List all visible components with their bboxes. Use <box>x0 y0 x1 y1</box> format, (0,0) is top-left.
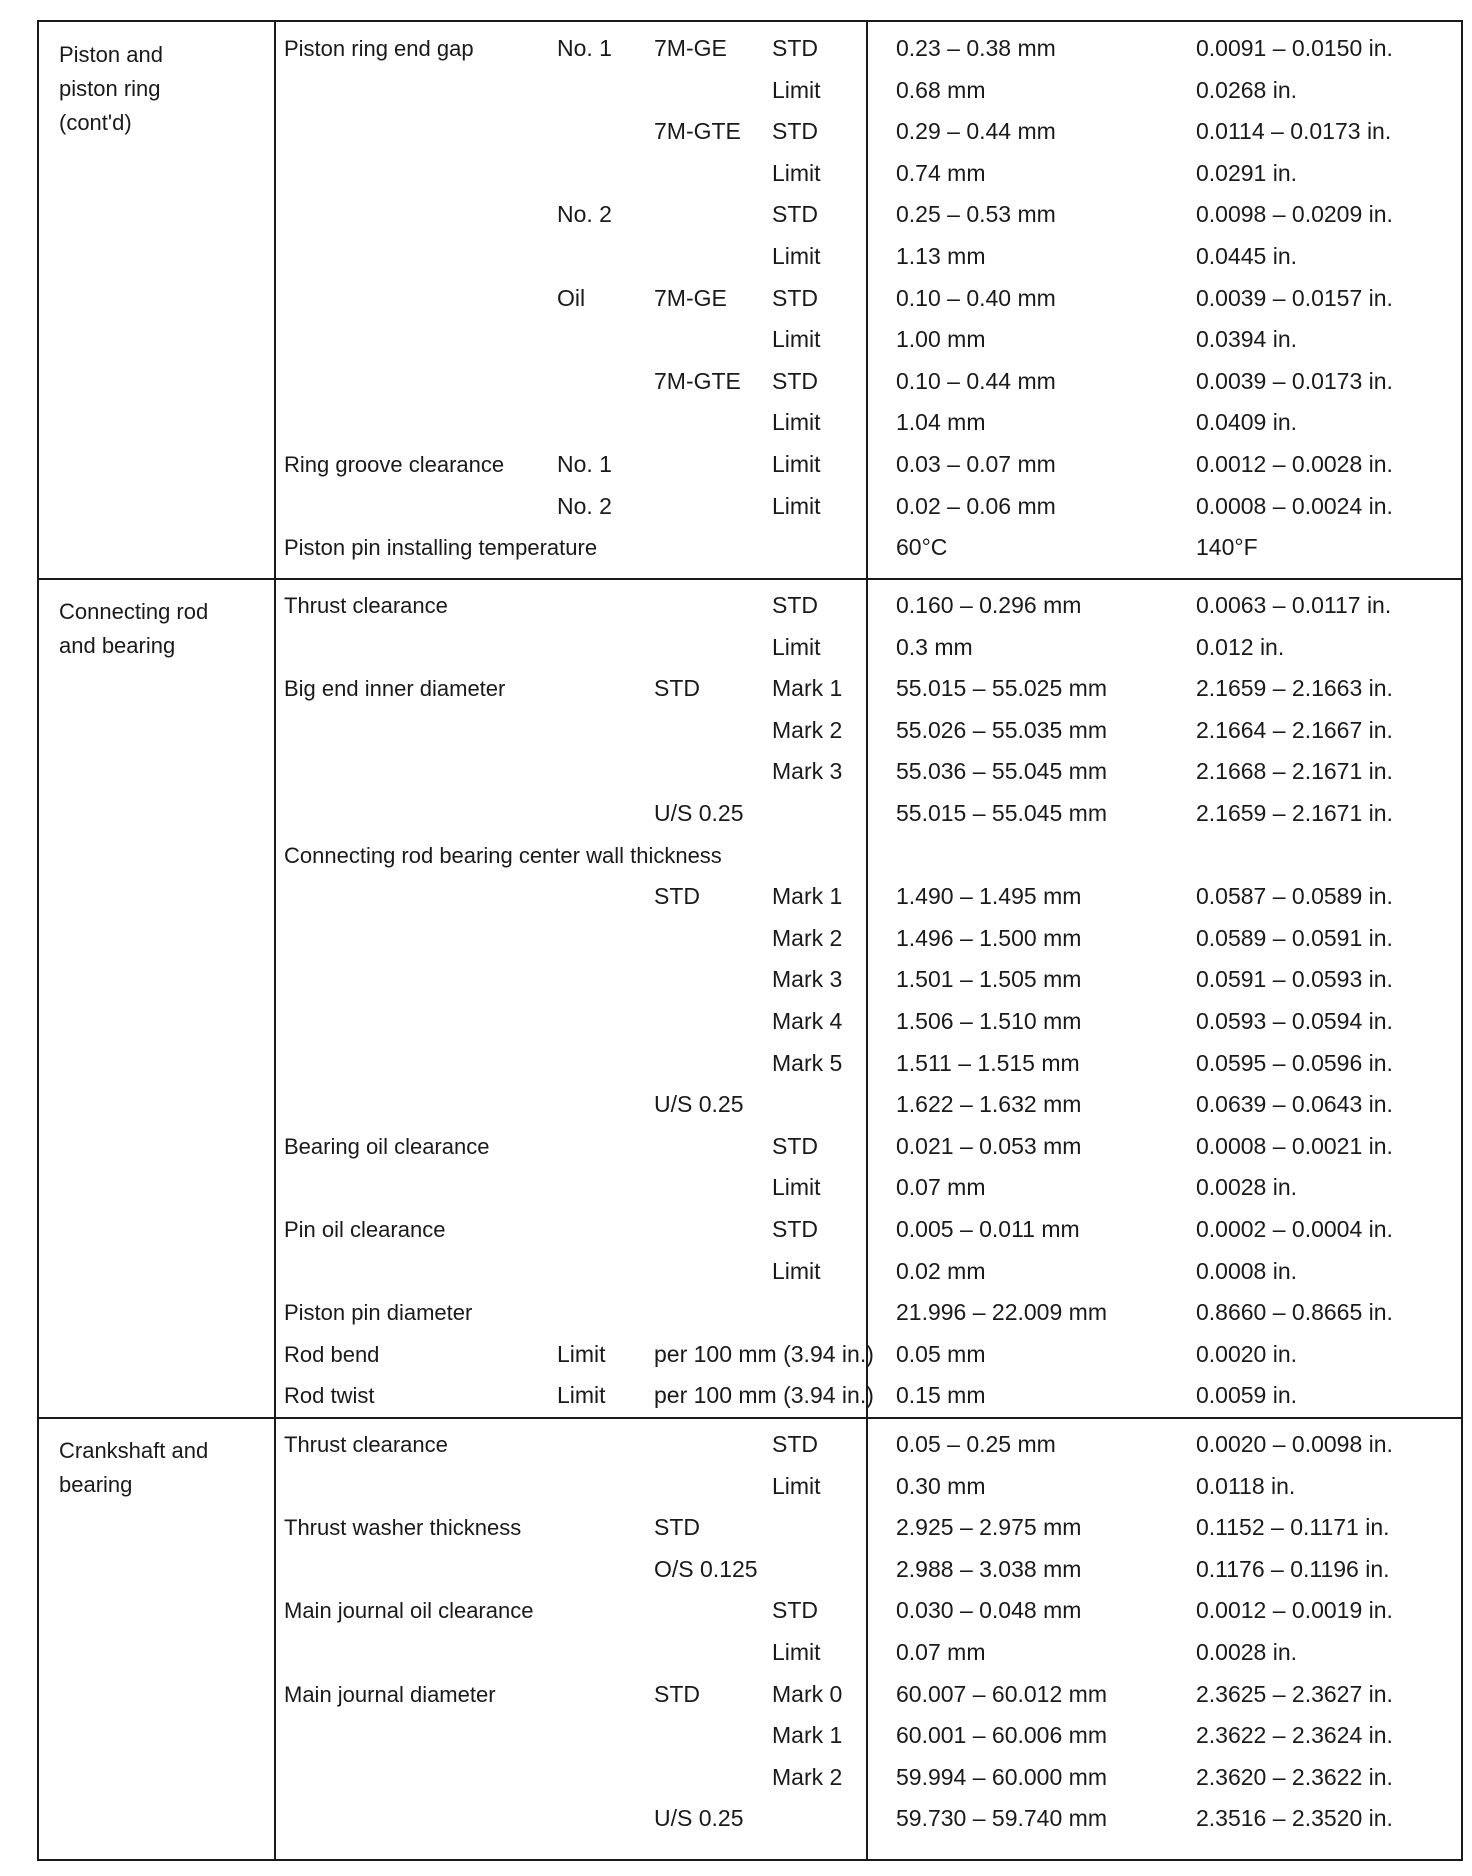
cell-q2: 7M-GE <box>654 285 727 311</box>
cell-label: Piston ring end gap <box>284 36 474 61</box>
cell-mm: 0.021 – 0.053 mm <box>896 1133 1082 1159</box>
table-row <box>39 585 1461 626</box>
cell-in: 140°F <box>1196 534 1258 560</box>
cell-in: 2.3516 – 2.3520 in. <box>1196 1805 1393 1831</box>
cell-q2: 7M-GTE <box>654 368 741 394</box>
cell-q2: U/S 0.25 <box>654 800 744 826</box>
cell-q3: Mark 1 <box>772 1722 843 1748</box>
table-row <box>39 486 1461 527</box>
cell-mm: 0.160 – 0.296 mm <box>896 592 1082 618</box>
table-row <box>39 793 1461 834</box>
cell-in: 0.0012 – 0.0019 in. <box>1196 1597 1393 1623</box>
cell-label: Bearing oil clearance <box>284 1134 490 1159</box>
table-row <box>39 1292 1461 1333</box>
table-row <box>39 1632 1461 1673</box>
cell-q2: per 100 mm (3.94 in.) <box>654 1382 874 1408</box>
cell-q1: Limit <box>557 1382 606 1408</box>
cell-mm: 1.00 mm <box>896 326 986 352</box>
cell-q3: STD <box>772 201 818 227</box>
cell-mm: 0.10 – 0.40 mm <box>896 285 1056 311</box>
table-row <box>39 1757 1461 1798</box>
cell-in: 0.0059 in. <box>1196 1382 1298 1408</box>
cell-q3: Limit <box>772 451 821 477</box>
cell-q3: STD <box>772 1216 818 1242</box>
cell-mm: 0.07 mm <box>896 1639 986 1665</box>
table-row <box>39 1507 1461 1548</box>
section-divider <box>39 1417 1461 1419</box>
cell-q3: STD <box>772 1597 818 1623</box>
spec-table <box>37 20 1463 1861</box>
cell-in: 0.1176 – 0.1196 in. <box>1196 1556 1390 1582</box>
cell-mm: 0.02 mm <box>896 1258 986 1284</box>
cell-mm: 59.730 – 59.740 mm <box>896 1805 1107 1831</box>
cell-mm: 0.23 – 0.38 mm <box>896 35 1056 61</box>
table-row <box>39 876 1461 917</box>
section-title: Piston and piston ring (cont'd) <box>59 42 163 135</box>
cell-q3: Limit <box>772 1473 821 1499</box>
cell-q1: No. 1 <box>557 451 612 477</box>
cell-q3: STD <box>772 35 818 61</box>
cell-q3: Limit <box>772 160 821 186</box>
section-divider <box>39 578 1461 580</box>
cell-mm: 1.511 – 1.515 mm <box>896 1050 1080 1076</box>
cell-mm: 0.030 – 0.048 mm <box>896 1597 1082 1623</box>
cell-in: 2.3625 – 2.3627 in. <box>1196 1681 1393 1707</box>
cell-mm: 2.988 – 3.038 mm <box>896 1556 1082 1582</box>
table-row <box>39 111 1461 152</box>
cell-mm: 0.05 – 0.25 mm <box>896 1431 1056 1457</box>
cell-in: 0.0039 – 0.0173 in. <box>1196 368 1393 394</box>
cell-in: 0.0114 – 0.0173 in. <box>1196 118 1392 144</box>
cell-in: 0.0639 – 0.0643 in. <box>1196 1091 1393 1117</box>
cell-in: 0.0591 – 0.0593 in. <box>1196 966 1393 992</box>
cell-label: Connecting rod bearing center wall thickness <box>284 843 722 868</box>
cell-mm: 0.07 mm <box>896 1174 986 1200</box>
cell-mm: 59.994 – 60.000 mm <box>896 1764 1107 1790</box>
table-row <box>39 1424 1461 1465</box>
cell-label: Piston pin installing temperature <box>284 535 598 560</box>
table-row <box>39 1251 1461 1292</box>
cell-q2: U/S 0.25 <box>654 1091 744 1117</box>
table-row <box>39 1043 1461 1084</box>
cell-mm: 0.29 – 0.44 mm <box>896 118 1056 144</box>
cell-in: 0.0589 – 0.0591 in. <box>1196 925 1393 951</box>
cell-in: 0.0394 in. <box>1196 326 1298 352</box>
table-row <box>39 1126 1461 1167</box>
cell-q3: STD <box>772 118 818 144</box>
cell-in: 0.0008 – 0.0024 in. <box>1196 493 1393 519</box>
cell-q3: Mark 3 <box>772 758 843 784</box>
table-row <box>39 402 1461 443</box>
cell-in: 0.0098 – 0.0209 in. <box>1196 201 1393 227</box>
cell-q3: STD <box>772 592 818 618</box>
table-row <box>39 1334 1461 1375</box>
cell-in: 0.0409 in. <box>1196 409 1298 435</box>
cell-label: Rod twist <box>284 1383 375 1408</box>
cell-q3: STD <box>772 1133 818 1159</box>
cell-in: 2.3622 – 2.3624 in. <box>1196 1722 1393 1748</box>
table-row <box>39 194 1461 235</box>
cell-mm: 0.10 – 0.44 mm <box>896 368 1056 394</box>
cell-mm: 55.026 – 55.035 mm <box>896 717 1107 743</box>
cell-q3: Limit <box>772 1258 821 1284</box>
table-row <box>39 1590 1461 1631</box>
table-row <box>39 1798 1461 1839</box>
cell-in: 0.0268 in. <box>1196 77 1298 103</box>
table-row <box>39 278 1461 319</box>
cell-q3: Mark 3 <box>772 966 843 992</box>
cell-q3: STD <box>772 1431 818 1457</box>
cell-mm: 0.3 mm <box>896 634 973 660</box>
cell-in: 0.0020 – 0.0098 in. <box>1196 1431 1393 1457</box>
cell-in: 0.0595 – 0.0596 in. <box>1196 1050 1393 1076</box>
cell-in: 0.0091 – 0.0150 in. <box>1196 35 1393 61</box>
cell-q3: Limit <box>772 634 821 660</box>
cell-in: 0.1152 – 0.1171 in. <box>1196 1514 1390 1540</box>
cell-q2: 7M-GTE <box>654 118 741 144</box>
cell-in: 0.0593 – 0.0594 in. <box>1196 1008 1393 1034</box>
cell-mm: 1.622 – 1.632 mm <box>896 1091 1082 1117</box>
cell-in: 0.8660 – 0.8665 in. <box>1196 1299 1393 1325</box>
cell-mm: 0.30 mm <box>896 1473 986 1499</box>
cell-in: 0.0118 in. <box>1196 1473 1296 1499</box>
cell-in: 0.0039 – 0.0157 in. <box>1196 285 1393 311</box>
cell-in: 2.1664 – 2.1667 in. <box>1196 717 1393 743</box>
table-row <box>39 710 1461 751</box>
cell-in: 0.0020 in. <box>1196 1341 1298 1367</box>
cell-in: 0.0028 in. <box>1196 1639 1298 1665</box>
cell-mm: 0.74 mm <box>896 160 986 186</box>
table-row <box>39 835 1461 876</box>
table-row <box>39 70 1461 111</box>
cell-mm: 60.001 – 60.006 mm <box>896 1722 1107 1748</box>
cell-in: 0.0587 – 0.0589 in. <box>1196 883 1393 909</box>
cell-label: Ring groove clearance <box>284 452 505 477</box>
section-title: Crankshaft and bearing <box>59 1438 209 1497</box>
table-row <box>39 1375 1461 1416</box>
cell-in: 2.1659 – 2.1671 in. <box>1196 800 1393 826</box>
table-row <box>39 319 1461 360</box>
cell-q2: STD <box>654 883 700 909</box>
cell-mm: 55.036 – 55.045 mm <box>896 758 1107 784</box>
cell-q2: STD <box>654 675 700 701</box>
cell-in: 2.3620 – 2.3622 in. <box>1196 1764 1393 1790</box>
cell-mm: 60.007 – 60.012 mm <box>896 1681 1107 1707</box>
cell-mm: 0.02 – 0.06 mm <box>896 493 1056 519</box>
cell-mm: 1.04 mm <box>896 409 986 435</box>
cell-q3: Mark 2 <box>772 717 843 743</box>
table-row <box>39 959 1461 1000</box>
table-row <box>39 1549 1461 1590</box>
table-row <box>39 444 1461 485</box>
cell-in: 0.0291 in. <box>1196 160 1298 186</box>
section-title: Connecting rod and bearing <box>59 599 209 658</box>
cell-in: 0.012 in. <box>1196 634 1285 660</box>
table-row <box>39 1209 1461 1250</box>
cell-q3: Limit <box>772 409 821 435</box>
table-row <box>39 1674 1461 1715</box>
cell-q1: No. 2 <box>557 201 612 227</box>
cell-label: Thrust washer thickness <box>284 1515 522 1540</box>
table-row <box>39 918 1461 959</box>
cell-q3: Mark 0 <box>772 1681 843 1707</box>
cell-in: 0.0028 in. <box>1196 1174 1298 1200</box>
cell-mm: 0.68 mm <box>896 77 986 103</box>
cell-mm: 0.03 – 0.07 mm <box>896 451 1056 477</box>
cell-q3: Limit <box>772 77 821 103</box>
table-row <box>39 1466 1461 1507</box>
cell-q3: Mark 2 <box>772 1764 843 1790</box>
cell-in: 2.1659 – 2.1663 in. <box>1196 675 1393 701</box>
cell-mm: 0.25 – 0.53 mm <box>896 201 1056 227</box>
cell-q1: Limit <box>557 1341 606 1367</box>
cell-mm: 2.925 – 2.975 mm <box>896 1514 1082 1540</box>
table-row <box>39 236 1461 277</box>
table-row <box>39 1167 1461 1208</box>
cell-in: 0.0008 – 0.0021 in. <box>1196 1133 1393 1159</box>
cell-q2: STD <box>654 1514 700 1540</box>
cell-in: 0.0008 in. <box>1196 1258 1298 1284</box>
cell-q1: No. 2 <box>557 493 612 519</box>
cell-mm: 55.015 – 55.045 mm <box>896 800 1107 826</box>
table-row <box>39 1001 1461 1042</box>
cell-mm: 1.490 – 1.495 mm <box>896 883 1082 909</box>
table-row <box>39 1084 1461 1125</box>
cell-q2: 7M-GE <box>654 35 727 61</box>
cell-label: Piston pin diameter <box>284 1300 473 1325</box>
cell-mm: 1.501 – 1.505 mm <box>896 966 1082 992</box>
table-row <box>39 751 1461 792</box>
cell-q2: O/S 0.125 <box>654 1556 758 1582</box>
table-row <box>39 28 1461 69</box>
cell-label: Main journal diameter <box>284 1682 496 1707</box>
cell-in: 2.1668 – 2.1671 in. <box>1196 758 1393 784</box>
cell-mm: 0.005 – 0.011 mm <box>896 1216 1080 1242</box>
table-row <box>39 668 1461 709</box>
cell-in: 0.0012 – 0.0028 in. <box>1196 451 1393 477</box>
cell-in: 0.0002 – 0.0004 in. <box>1196 1216 1393 1242</box>
cell-q3: Limit <box>772 1174 821 1200</box>
cell-q3: STD <box>772 285 818 311</box>
cell-in: 0.0063 – 0.0117 in. <box>1196 592 1392 618</box>
cell-q3: Mark 1 <box>772 883 843 909</box>
cell-q1: No. 1 <box>557 35 612 61</box>
cell-q3: Limit <box>772 1639 821 1665</box>
table-row <box>39 153 1461 194</box>
cell-mm: 0.05 mm <box>896 1341 986 1367</box>
table-row <box>39 627 1461 668</box>
cell-mm: 55.015 – 55.025 mm <box>896 675 1107 701</box>
cell-label: Thrust clearance <box>284 593 448 618</box>
cell-q3: Mark 5 <box>772 1050 843 1076</box>
cell-mm: 1.13 mm <box>896 243 986 269</box>
cell-q3: Mark 2 <box>772 925 843 951</box>
cell-mm: 60°C <box>896 534 948 560</box>
cell-mm: 1.496 – 1.500 mm <box>896 925 1082 951</box>
cell-label: Pin oil clearance <box>284 1217 446 1242</box>
cell-in: 0.0445 in. <box>1196 243 1298 269</box>
cell-mm: 0.15 mm <box>896 1382 986 1408</box>
cell-q3: Limit <box>772 326 821 352</box>
cell-label: Big end inner diameter <box>284 676 506 701</box>
cell-q2: per 100 mm (3.94 in.) <box>654 1341 874 1367</box>
table-row <box>39 1715 1461 1756</box>
cell-q3: Limit <box>772 243 821 269</box>
cell-mm: 21.996 – 22.009 mm <box>896 1299 1107 1325</box>
cell-label: Main journal oil clearance <box>284 1598 534 1623</box>
cell-q3: Mark 4 <box>772 1008 843 1034</box>
cell-mm: 1.506 – 1.510 mm <box>896 1008 1082 1034</box>
cell-q2: STD <box>654 1681 700 1707</box>
cell-label: Thrust clearance <box>284 1432 448 1457</box>
cell-q1: Oil <box>557 285 586 311</box>
cell-label: Rod bend <box>284 1342 380 1367</box>
cell-q3: Mark 1 <box>772 675 843 701</box>
table-row <box>39 361 1461 402</box>
cell-q3: STD <box>772 368 818 394</box>
cell-q3: Limit <box>772 493 821 519</box>
cell-q2: U/S 0.25 <box>654 1805 744 1831</box>
table-row <box>39 527 1461 568</box>
